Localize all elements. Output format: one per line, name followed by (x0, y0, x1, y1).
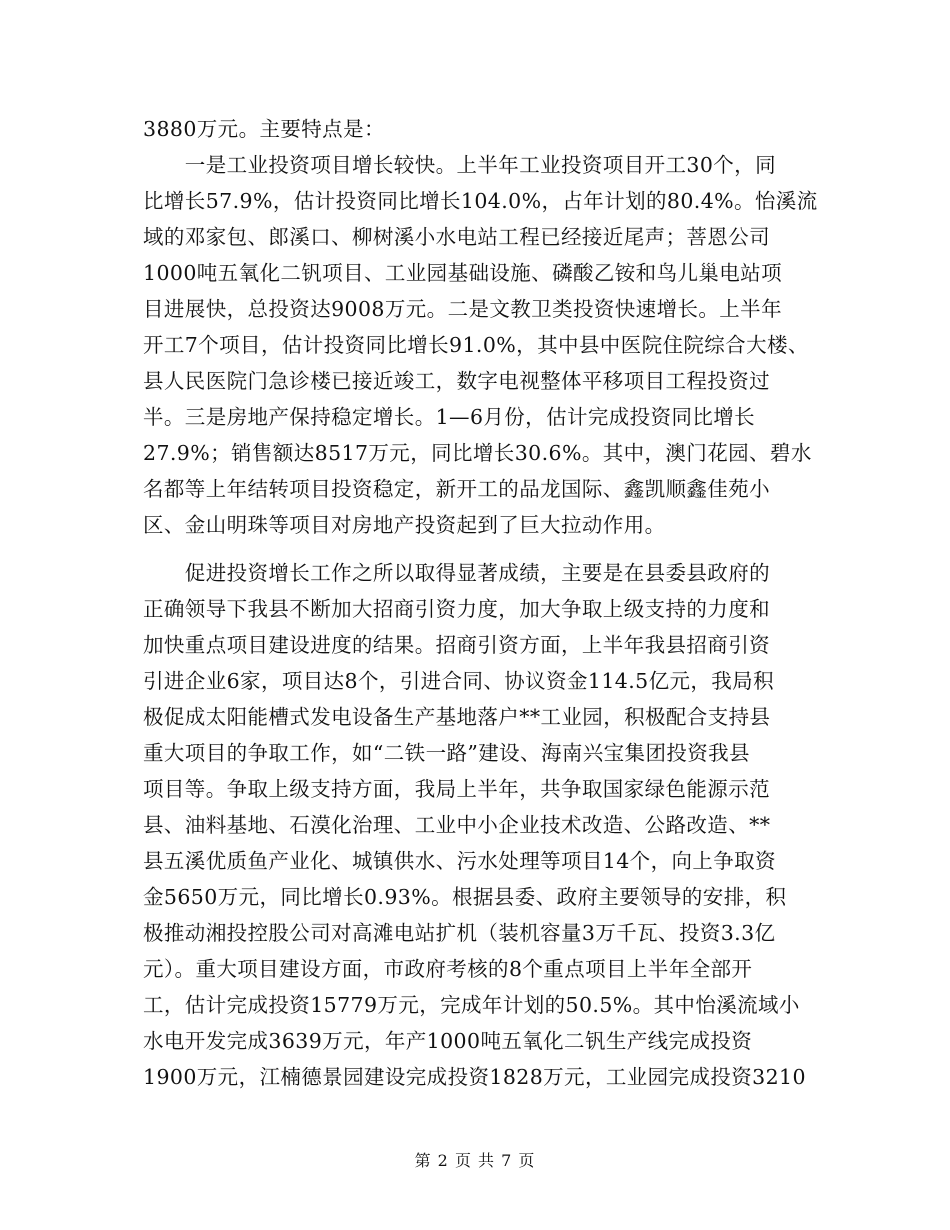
text-line: 金5650万元，同比增长0.93%。根据县委、政府主要领导的安排，积 (143, 885, 787, 909)
text-line: 目进展快，总投资达9008万元。二是文教卫类投资快速增长。上半年 (143, 297, 782, 321)
text-line: 开工7个项目，估计投资同比增长91.0%，其中县中医院住院综合大楼、 (143, 333, 809, 357)
text-line: 区、金山明珠等项目对房地产投资起到了巨大拉动作用。 (143, 513, 666, 537)
text-line: 3880万元。主要特点是： (143, 117, 385, 141)
text-line: 1000吨五氧化二钒项目、工业园基础设施、磷酸乙铵和鸟儿巢电站项 (143, 261, 782, 285)
text-line: 项目等。争取上级支持方面，我局上半年，共争取国家绿色能源示范 (143, 777, 770, 801)
text-line: 促进投资增长工作之所以取得显著成绩，主要是在县委县政府的 (143, 561, 770, 585)
text-line: 加快重点项目建设进度的结果。招商引资方面，上半年我县招商引资 (143, 633, 770, 657)
text-line: 元）。重大项目建设方面，市政府考核的8个重点项目上半年全部开 (143, 957, 753, 981)
text-line: 引进企业6家，项目达8个，引进合同、协议资金114.5亿元，我局积 (143, 669, 774, 693)
text-line: 工，估计完成投资15779万元，完成年计划的50.5%。其中怡溪流域小 (143, 993, 800, 1017)
text-line: 县人民医院门急诊楼已接近竣工，数字电视整体平移项目工程投资过 (143, 369, 770, 393)
text-line: 县、油料基地、石漠化治理、工业中小企业技术改造、公路改造、** (143, 813, 771, 837)
text-line: 县五溪优质鱼产业化、城镇供水、污水处理等项目14个，向上争取资 (143, 849, 776, 873)
page-number-footer: 第 2 页 共 7 页 (414, 1151, 536, 1170)
text-line: 极促成太阳能槽式发电设备生产基地落户**工业园，积极配合支持县 (143, 705, 771, 729)
text-line: 27.9%；销售额达8517万元，同比增长30.6%。其中，澳门花园、碧水 (143, 441, 812, 465)
text-line: 1900万元，江楠德景园建设完成投资1828万元，工业园完成投资3210 (143, 1065, 806, 1089)
text-line: 名都等上年结转项目投资稳定，新开工的品龙国际、鑫凯顺鑫佳苑小 (143, 477, 770, 501)
text-line: 水电开发完成3639万元，年产1000吨五氧化二钒生产线完成投资 (143, 1029, 753, 1053)
text-line: 半。三是房地产保持稳定增长。1—6月份，估计完成投资同比增长 (143, 405, 756, 429)
text-line: 极推动湘投控股公司对高滩电站扩机（装机容量3万千瓦、投资3.3亿 (143, 921, 776, 945)
text-line: 重大项目的争取工作，如“二铁一路”建设、海南兴宝集团投资我县 (143, 741, 750, 765)
text-line: 域的邓家包、郎溪口、柳树溪小水电站工程已经接近尾声；菩恩公司 (143, 225, 770, 249)
text-line: 正确领导下我县不断加大招商引资力度，加大争取上级支持的力度和 (143, 597, 770, 621)
text-line: 比增长57.9%，估计投资同比增长104.0%，占年计划的80.4%。怡溪流 (143, 189, 818, 213)
text-line: 一是工业投资项目增长较快。上半年工业投资项目开工30个，同 (143, 153, 776, 177)
